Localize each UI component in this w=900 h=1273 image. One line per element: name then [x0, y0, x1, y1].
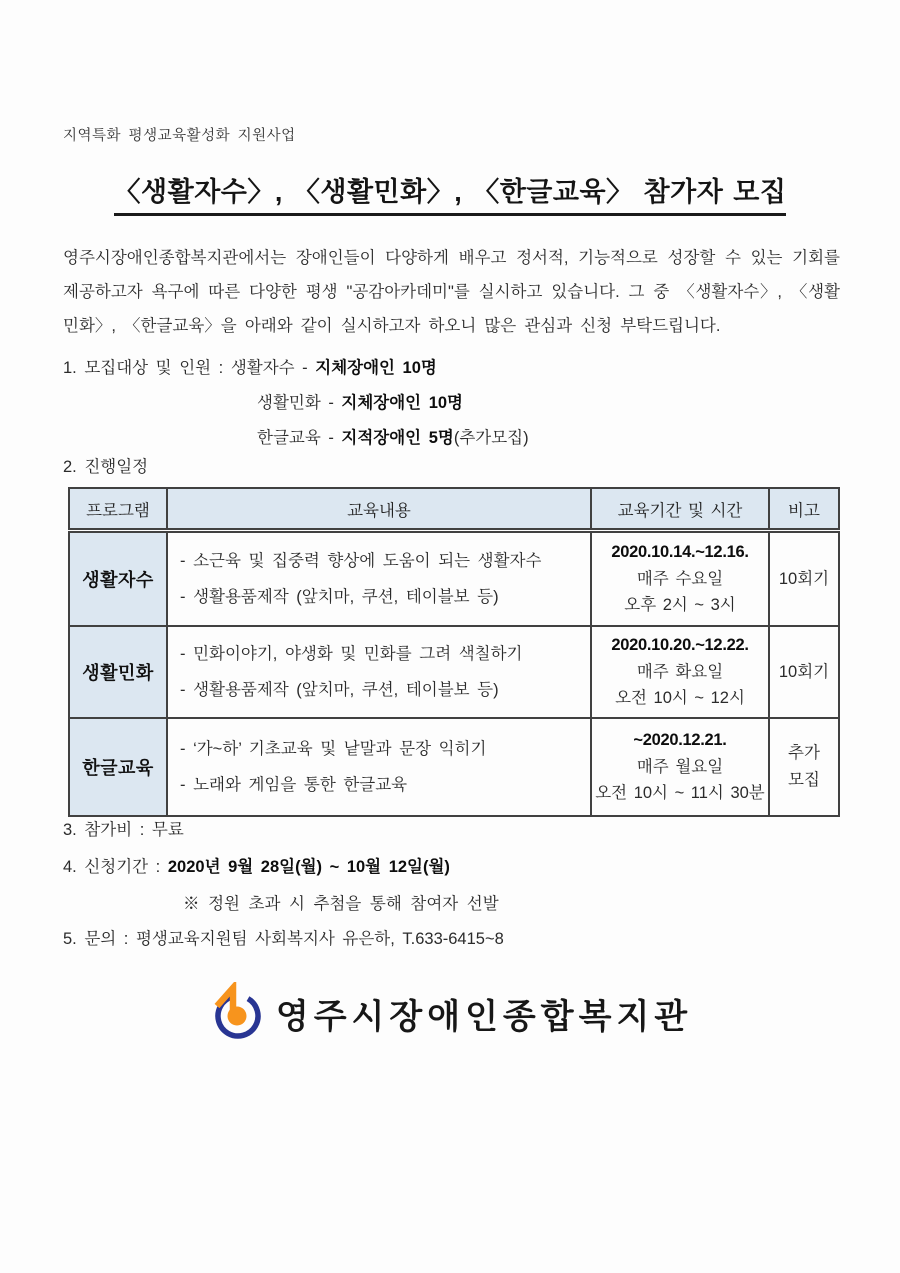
apply-line [63, 853, 450, 877]
org-logo-icon [208, 982, 266, 1045]
recruit-count-1: 지체장애인 10명 [315, 359, 437, 377]
period-day: 매주 월요일 [636, 757, 724, 776]
apply-period: 2020년 9월 28일(월) ~ 10월 12일(월) [167, 858, 450, 876]
col-header-content: 교육내용 [167, 488, 591, 531]
recruit-program-1: 생활자수 - [230, 359, 316, 377]
recruit-program-3: 한글교육 - [257, 429, 342, 447]
note-line: 모집 [788, 771, 820, 789]
content-line: - 민화이야기, 야생화 및 민화를 그려 색칠하기 [180, 645, 523, 663]
table-row-saenghwalminhwa [69, 626, 839, 718]
recruit-program-2: 생활민화 - [257, 394, 342, 412]
note-line: 10회기 [778, 662, 830, 681]
note-line: 10회기 [778, 569, 830, 588]
page-title: 〈생활자수〉, 〈생활민화〉, 〈한글교육〉 참가자 모집 [114, 170, 787, 216]
cell-content-3 [167, 718, 591, 816]
col-header-program: 프로그램 [69, 488, 167, 531]
content-line: - 생활용품제작 (앞치마, 쿠션, 테이블보 등) [180, 588, 499, 606]
period-day: 매주 화요일 [636, 662, 724, 681]
recruit-count-2: 지체장애인 10명 [341, 394, 463, 412]
period-dates: ~2020.12.21. [633, 731, 727, 750]
cell-content-1 [167, 531, 591, 627]
col-header-note: 비고 [769, 488, 839, 531]
recruit-count-3: 지적장애인 5명 [341, 429, 454, 447]
recruit-section [63, 351, 529, 456]
schedule-heading: 2. 진행일정 [63, 458, 149, 476]
content-line: - 노래와 게임을 통한 한글교육 [180, 776, 408, 794]
cell-period-1 [591, 531, 769, 627]
recruit-line-1 [63, 351, 529, 386]
cell-content-2 [167, 626, 591, 718]
content-line: - 생활용품제작 (앞치마, 쿠션, 테이블보 등) [180, 681, 499, 699]
col-header-period: 교육기간 및 시간 [591, 488, 769, 531]
recruit-line-2 [63, 386, 529, 421]
recruit-heading: 1. 모집대상 및 인원 : [63, 359, 231, 377]
cell-period-3 [591, 718, 769, 816]
apply-note: ※ 정원 초과 시 추첨을 통해 참여자 선발 [183, 895, 499, 913]
table-row-saenghwaljasu [69, 531, 839, 627]
period-time: 오전 10시 ~ 12시 [615, 689, 745, 708]
contact-line: 5. 문의 : 평생교육지원팀 사회복지사 유은하, T.633-6415~8 [63, 930, 504, 948]
schedule-table-wrap [68, 487, 840, 817]
period-dates: 2020.10.20.~12.22. [611, 636, 749, 655]
table-header-row [69, 488, 839, 531]
cell-note-2 [769, 626, 839, 718]
period-dates: 2020.10.14.~12.16. [611, 543, 749, 562]
fee-line: 3. 참가비 : 무료 [63, 821, 184, 839]
cell-program-2: 생활민화 [69, 626, 167, 718]
apply-prefix: 4. 신청기간 : [63, 858, 168, 876]
cell-program-1: 생활자수 [69, 531, 167, 627]
program-label: 지역특화 평생교육활성화 지원사업 [63, 128, 296, 144]
org-name: 영주시장애인종합복지관 [275, 998, 693, 1036]
table-row-hangulgyoyuk [69, 718, 839, 816]
intro-paragraph: 영주시장애인종합복지관에서는 장애인들이 다양하게 배우고 정서적, 기능적으로 성장할 수 있는 기회를 제공하고자 욕구에 따른 다양한 평생 "공감아카데미"를 실시하고 있습니다. 그 중 〈생활자수〉, 〈생활민화〉, 〈한글교육〉을 아래와 같이 실시하고자 하오니 많은 관심과 신청 부탁드립니다. [63, 249, 840, 335]
cell-note-3 [769, 718, 839, 816]
content-line: - 소근육 및 집중력 향상에 도움이 되는 생활자수 [180, 552, 542, 570]
period-day: 매주 수요일 [636, 569, 724, 588]
org-logo [0, 982, 900, 1045]
period-time: 오후 2시 ~ 3시 [624, 596, 736, 615]
content-line: - ‘가~하’ 기초교육 및 낱말과 문장 익히기 [180, 740, 487, 758]
schedule-table [68, 487, 840, 817]
title-wrap [0, 170, 900, 216]
period-time: 오전 10시 ~ 11시 30분 [595, 784, 765, 803]
cell-note-1 [769, 531, 839, 627]
cell-period-2 [591, 626, 769, 718]
recruit-suffix-3: (추가모집) [453, 429, 529, 447]
note-line: 추가 [788, 744, 820, 762]
cell-program-3: 한글교육 [69, 718, 167, 816]
recruit-line-3 [63, 421, 529, 456]
